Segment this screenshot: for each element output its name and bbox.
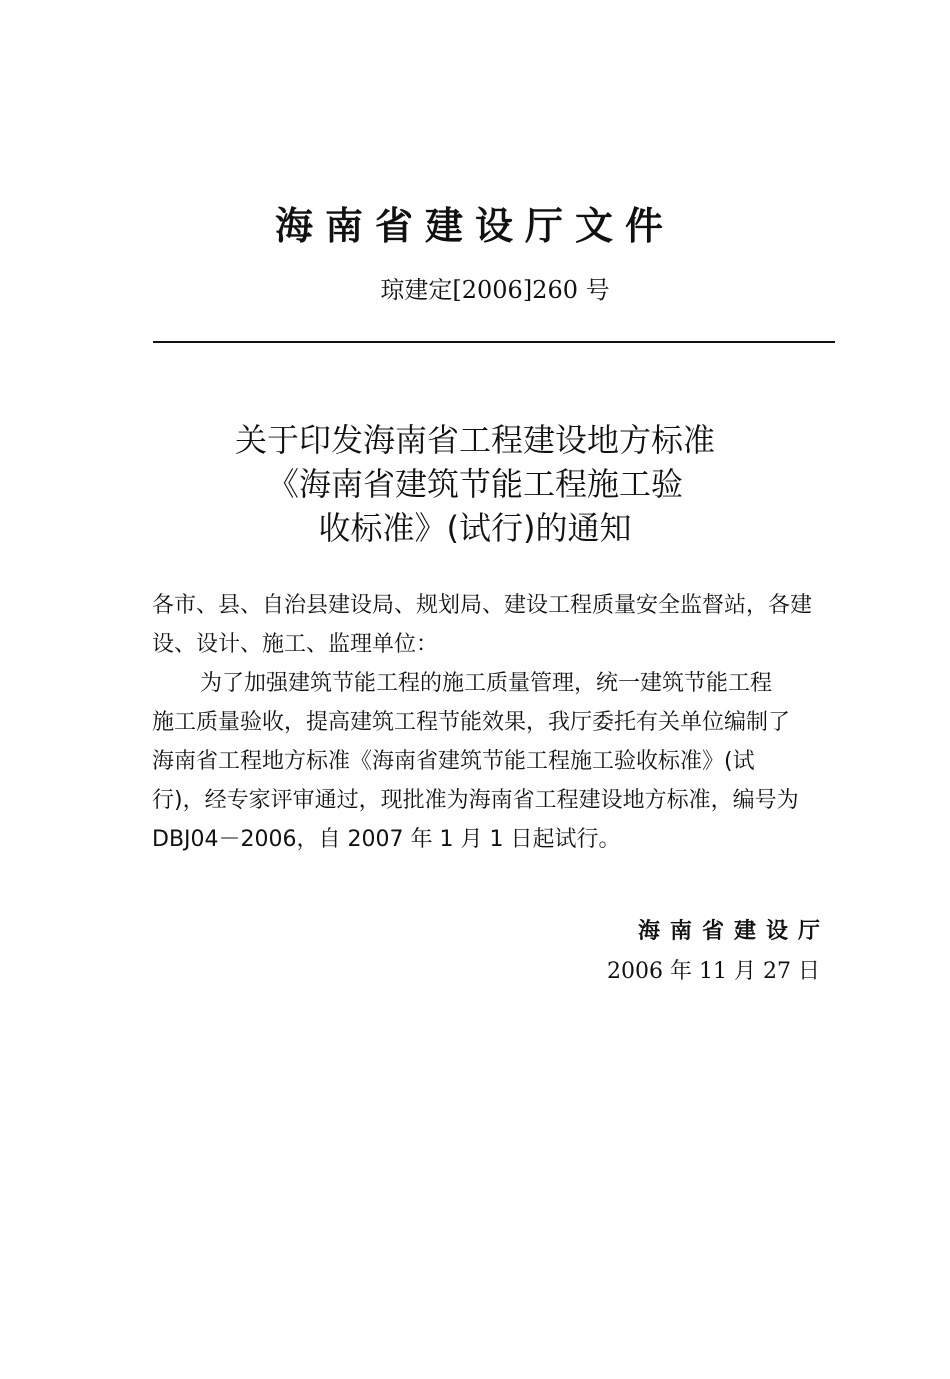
notice-title [0,418,950,550]
notice-title-line: 收标准》(试行)的通知 [318,509,632,547]
signature-block [560,912,830,992]
header-divider [153,341,835,343]
signature-date: 2006 年 11 月 27 日 [607,959,820,984]
paragraph-line: 海南省工程地方标准《海南省建筑节能工程施工验收标准》(试 [152,749,755,774]
document-number: 琼建定[2006]260 号 [380,276,610,304]
addressee-line: 设、设计、施工、监理单位： [152,632,439,657]
addressee-line: 各市、县、自治县建设局、规划局、建设工程质量安全监督站，各建 [152,593,813,618]
paragraph-line: DBJ04－2006，自 2007 年 1 月 1 日起试行。 [152,827,621,852]
paragraph-line: 施工质量验收，提高建筑工程节能效果，我厅委托有关单位编制了 [152,710,791,735]
paragraph-line: 行)，经专家评审通过，现批准为海南省工程建设地方标准，编号为 [152,788,799,813]
notice-title-line: 《海南省建筑节能工程施工验 [266,465,683,503]
notice-body [152,586,842,859]
paragraph-line: 为了加强建筑节能工程的施工质量管理，统一建筑节能工程 [200,671,773,696]
signature-organization: 海南省建设厅 [637,919,830,944]
document-header-title: 海南省建设厅文件 [274,204,675,248]
notice-title-line: 关于印发海南省工程建设地方标准 [234,421,715,459]
